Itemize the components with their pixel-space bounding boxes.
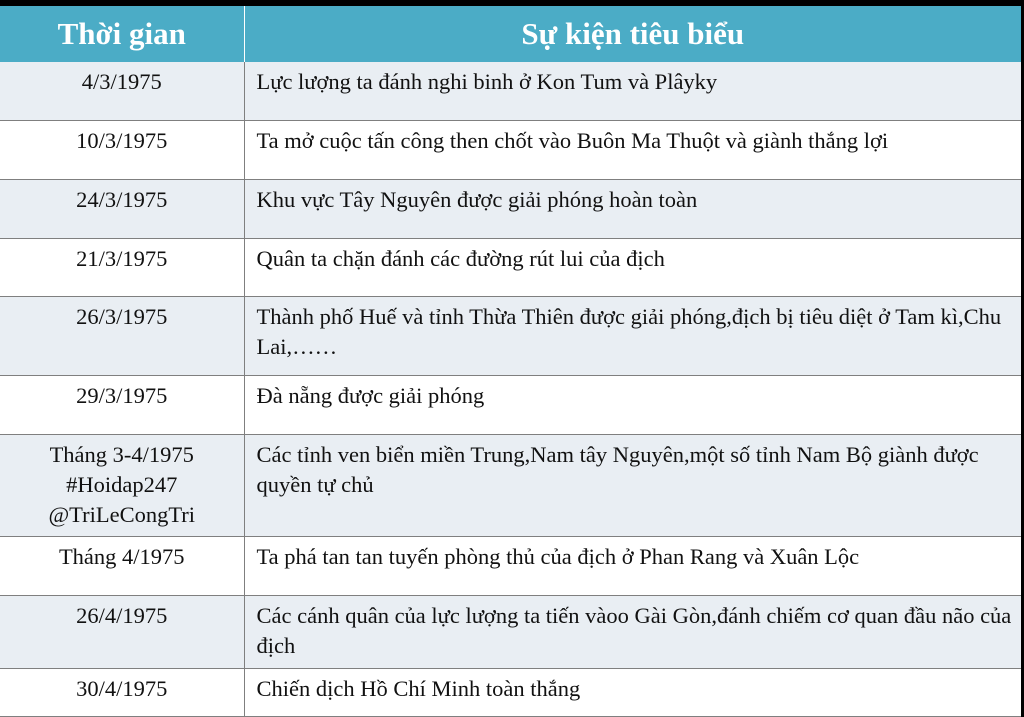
table-header — [0, 6, 1021, 62]
event-cell: Ta phá tan tan tuyến phòng thủ của địch ở Phan Rang và Xuân Lộc — [244, 536, 1021, 595]
header-row — [0, 6, 1021, 62]
time-cell: 26/4/1975 — [0, 595, 244, 669]
event-cell: Ta mở cuộc tấn công then chốt vào Buôn Ma Thuột và giành thắng lợi — [244, 121, 1021, 180]
table-row — [0, 376, 1021, 435]
event-cell: Khu vực Tây Nguyên được giải phóng hoàn toàn — [244, 179, 1021, 238]
time-cell: 10/3/1975 — [0, 121, 244, 180]
event-cell: Quân ta chặn đánh các đường rút lui của địch — [244, 238, 1021, 297]
hashtag-note: #Hoidap247 — [66, 471, 178, 497]
table-row — [0, 669, 1021, 717]
event-cell: Đà nẵng được giải phóng — [244, 376, 1021, 435]
event-cell: Chiến dịch Hồ Chí Minh toàn thắng — [244, 669, 1021, 717]
event-cell: Thành phố Huế và tỉnh Thừa Thiên được giải phóng,địch bị tiêu diệt ở Tam kì,Chu Lai,…… — [244, 297, 1021, 376]
event-cell: Lực lượng ta đánh nghi binh ở Kon Tum và Plâyky — [244, 62, 1021, 121]
time-cell: 4/3/1975 — [0, 62, 244, 121]
time-cell — [0, 434, 244, 536]
time-cell: 21/3/1975 — [0, 238, 244, 297]
handle-note: @TriLeCongTri — [48, 501, 196, 527]
table-row — [0, 238, 1021, 297]
table-row — [0, 179, 1021, 238]
event-cell: Các cánh quân của lực lượng ta tiến vàoo Gài Gòn,đánh chiếm cơ quan đầu não của địch — [244, 595, 1021, 669]
table-row — [0, 297, 1021, 376]
header-time: Thời gian — [0, 6, 244, 62]
event-cell: Các tỉnh ven biển miền Trung,Nam tây Nguyên,một số tỉnh Nam Bộ giành được quyền tự chủ — [244, 434, 1021, 536]
time-text: Tháng 3-4/1975 — [49, 441, 194, 467]
time-cell: Tháng 4/1975 — [0, 536, 244, 595]
table-row — [0, 595, 1021, 669]
time-cell: 24/3/1975 — [0, 179, 244, 238]
table-row — [0, 62, 1021, 121]
events-table — [0, 6, 1021, 717]
table-row — [0, 121, 1021, 180]
table-row — [0, 434, 1021, 536]
time-cell: 30/4/1975 — [0, 669, 244, 717]
time-cell: 29/3/1975 — [0, 376, 244, 435]
table-body — [0, 62, 1021, 717]
table-row — [0, 536, 1021, 595]
time-cell: 26/3/1975 — [0, 297, 244, 376]
header-event: Sự kiện tiêu biểu — [244, 6, 1021, 62]
